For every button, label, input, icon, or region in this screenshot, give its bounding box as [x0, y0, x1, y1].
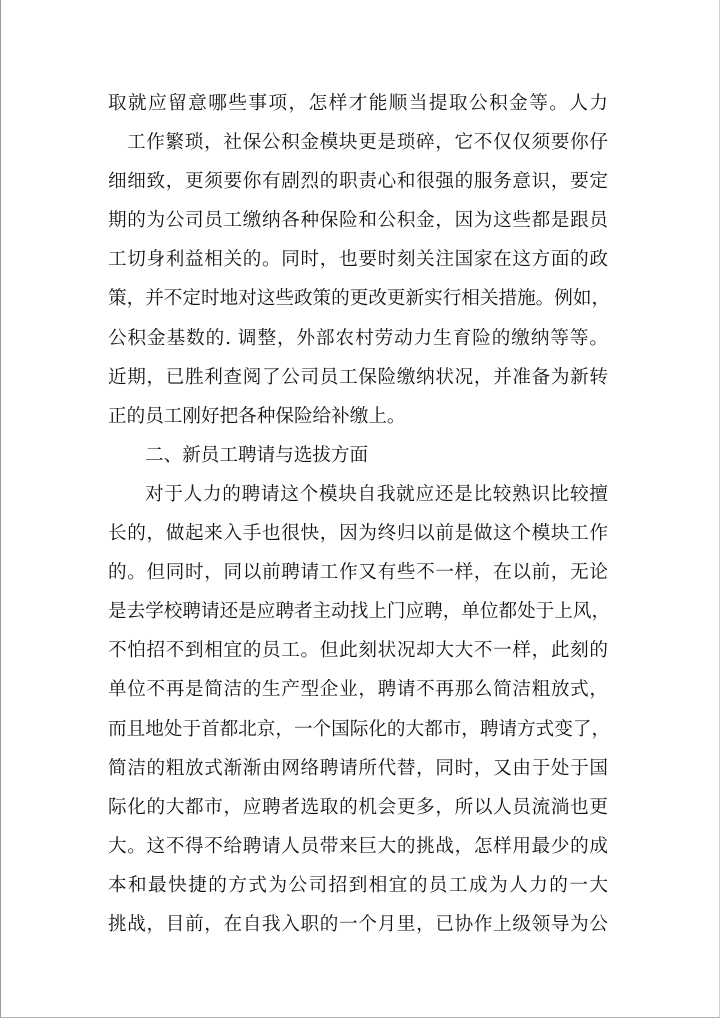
text-line: 的。但同时，同以前聘请工作又有些不一样，在以前，无论: [108, 562, 608, 584]
text-line: 而且地处于首都北京，一个国际化的大都市，聘请方式变了，: [108, 718, 611, 740]
text-line: 工作繁琐，社保公积金模块更是琐碎，它不仅仅须要你仔: [127, 132, 608, 154]
text-line: 大。这不得不给聘请人员带来巨大的挑战，怎样用最少的成: [108, 835, 608, 857]
text-line: 本和最快捷的方式为公司招到相宜的员工成为人力的一大: [108, 874, 608, 896]
text-line: 不怕招不到相宜的员工。但此刻状况却大大不一样，此刻的: [108, 640, 608, 662]
document-body: [108, 84, 611, 944]
text-line: 公积金基数的. 调整，外部农村劳动力生育险的缴纳等等。: [108, 327, 608, 349]
section-heading: 二、新员工聘请与选拔方面: [145, 444, 369, 466]
text-line: 期的为公司员工缴纳各种保险和公积金，因为这些都是跟员: [108, 210, 608, 232]
text-line: 取就应留意哪些事项，怎样才能顺当提取公积金等。人力: [108, 93, 608, 114]
text-line: 是去学校聘请还是应聘者主动找上门应聘，单位都处于上风，: [108, 601, 611, 623]
text-line: 近期，已胜利查阅了公司员工保险缴纳状况，并准备为新转: [108, 366, 608, 388]
text-line: 策，并不定时地对这些政策的更改更新实行相关措施。例如，: [108, 288, 611, 310]
text-line: 简洁的粗放式渐渐由网络聘请所代替，同时，又由于处于国: [108, 757, 608, 779]
text-line: 细细致，更须要你有剧烈的职责心和很强的服务意识，要定: [108, 171, 608, 193]
text-line: 单位不再是简洁的生产型企业，聘请不再那么简洁粗放式，: [108, 679, 608, 701]
text-line: 际化的大都市，应聘者选取的机会更多，所以人员流淌也更: [108, 796, 608, 818]
text-line: 长的，做起来入手也很快，因为终归以前是做这个模块工作: [108, 523, 608, 545]
text-line: 对于人力的聘请这个模块自我就应还是比较熟识比较擅: [145, 483, 608, 505]
text-line: 挑战，目前，在自我入职的一个月里，已协作上级领导为公: [108, 913, 608, 935]
text-line: 工切身利益相关的。同时，也要时刻关注国家在这方面的政: [108, 249, 608, 271]
text-line: 正的员工刚好把各种保险给补缴上。: [108, 405, 406, 427]
